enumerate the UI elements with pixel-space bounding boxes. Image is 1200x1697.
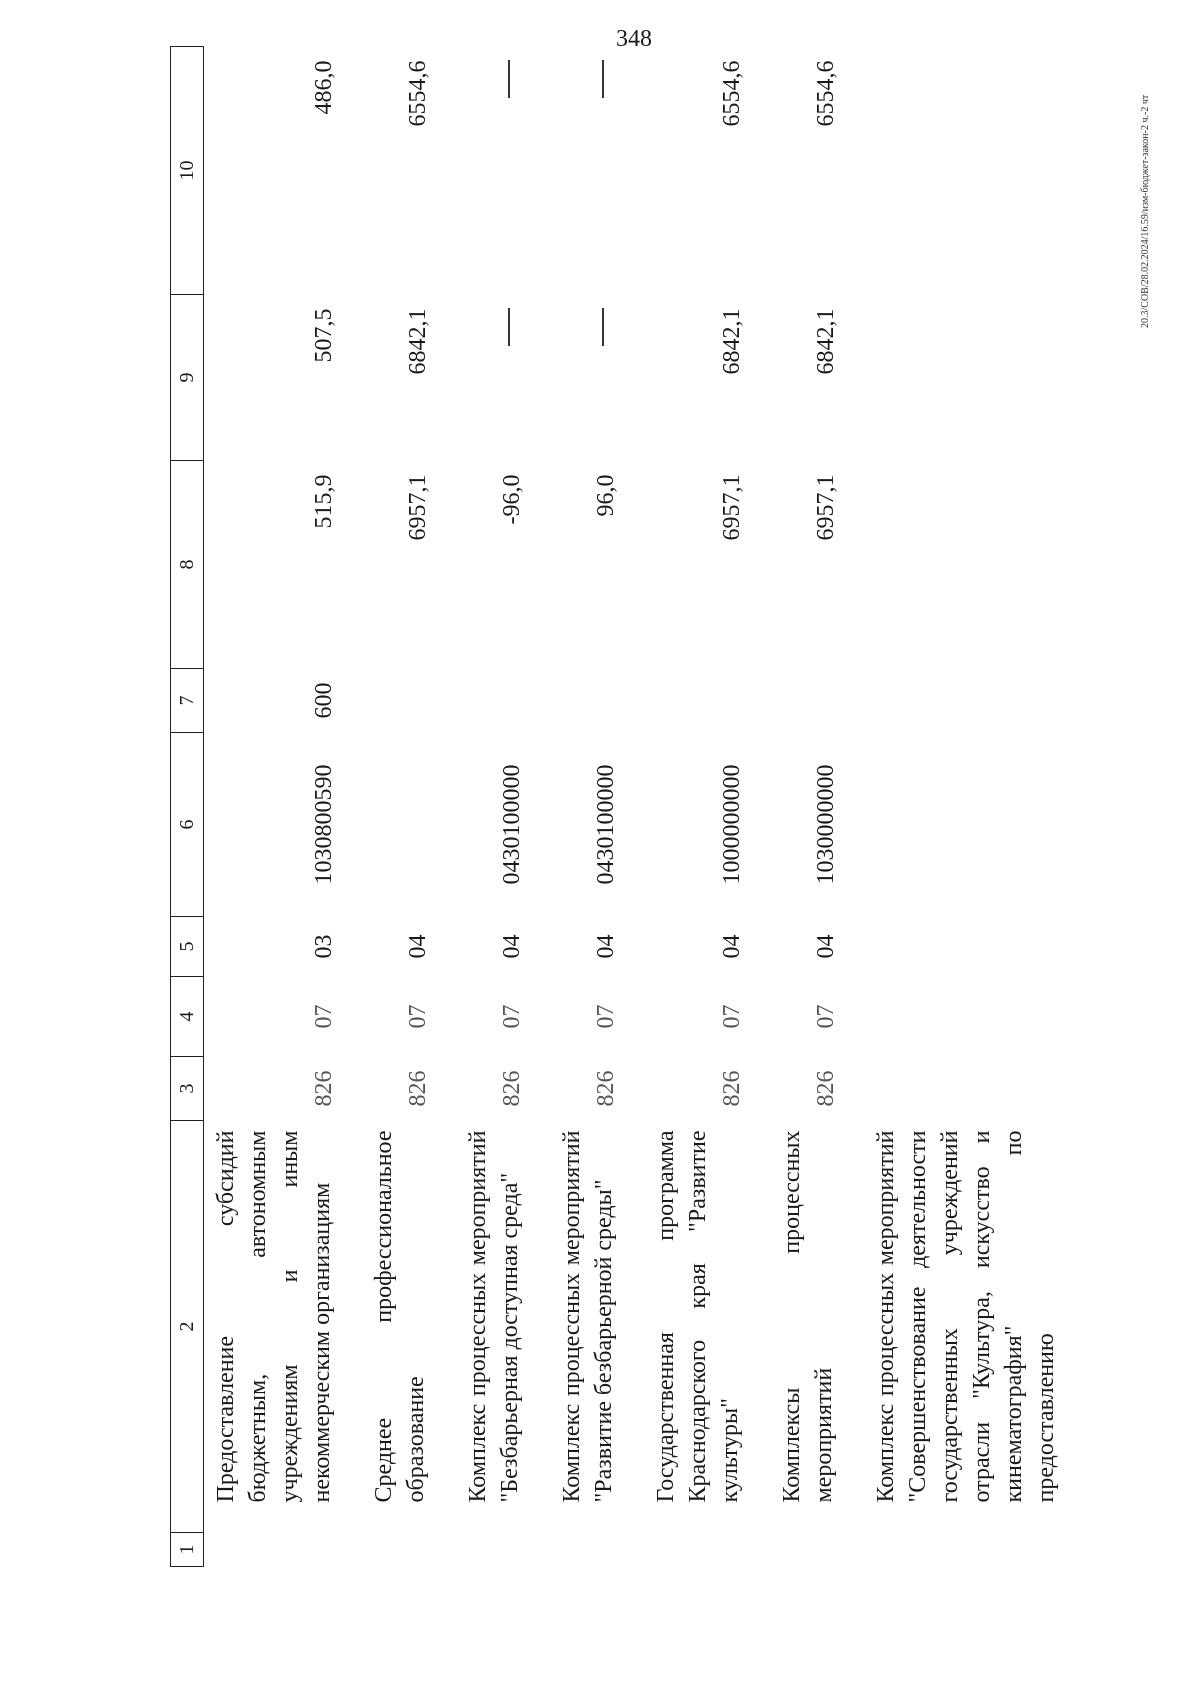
cell-expense-type	[770, 669, 864, 733]
cell-amount-col10: 6554,6	[813, 60, 839, 127]
header-cell: 10	[171, 47, 204, 295]
dash-mark	[602, 61, 604, 99]
header-cell: 2	[171, 1121, 204, 1533]
cell-amount-col8	[864, 461, 1086, 669]
dash-mark	[508, 61, 510, 99]
cell-ministry-code: 826	[499, 1070, 525, 1107]
cell-ministry-code: 826	[311, 1070, 337, 1107]
cell-expense-type	[362, 669, 456, 733]
row-name: Среднее профессиональное образование	[371, 1130, 429, 1503]
row-name: Государственная программа Краснодарского края "Развитие культуры"	[653, 1130, 743, 1503]
cell-target-code	[362, 733, 456, 917]
cell-target-code	[864, 733, 1086, 917]
cell-subsection-code: 03	[311, 934, 337, 959]
table-row	[456, 47, 550, 1567]
cell-section-code: 07	[311, 1004, 337, 1029]
dash-mark	[602, 309, 604, 347]
cell-ministry-code: 826	[719, 1070, 745, 1107]
cell-section-code: 07	[405, 1004, 431, 1029]
cell-amount-col9	[864, 295, 1086, 461]
cell-ministry-code: 826	[593, 1070, 619, 1107]
cell-ministry-code	[864, 1057, 1086, 1121]
cell-amount-col10: 6554,6	[405, 60, 431, 127]
cell-amount-col8: 96,0	[593, 474, 619, 517]
cell-subsection-code: 04	[405, 934, 431, 959]
cell-target-code: 1030000000	[813, 764, 839, 885]
header-cell: 4	[171, 977, 204, 1057]
cell-subsection-code: 04	[813, 934, 839, 959]
row-name: Комплексы процессных мероприятий	[779, 1130, 837, 1503]
cell-amount-col8: 6957,1	[405, 474, 431, 541]
cell-amount-col9: 6842,1	[813, 308, 839, 375]
rotated-table-content	[170, 60, 1059, 1567]
cell-amount-col8: 515,9	[311, 474, 337, 529]
cell-amount-col8: 6957,1	[813, 474, 839, 541]
cell-expense-type	[456, 669, 550, 733]
cell-expense-type	[550, 669, 644, 733]
row-name: Комплекс процессных мероприятий "Совершенствование деятельности государственных учреждений отрасли "Культура, искусство и кинематография" по предоставлению	[873, 1130, 1059, 1503]
cell-amount-col8: 6957,1	[719, 474, 745, 541]
dash-mark	[508, 309, 510, 347]
cell-amount-col10: 486,0	[311, 60, 337, 115]
header-cell: 9	[171, 295, 204, 461]
row-name: Предоставление субсидий бюджетным, автономным учреждениям и иным некоммерческим организациям	[213, 1130, 335, 1503]
table-row	[550, 47, 644, 1567]
cell-subsection-code: 04	[593, 934, 619, 959]
document-footer-code: 20.3/СОВ/28.02.2024/16.59/изм-бюджет-закон-2 ч.-2 чт	[1140, 95, 1151, 329]
table-row	[770, 47, 864, 1567]
header-cell: 8	[171, 461, 204, 669]
header-cell: 3	[171, 1057, 204, 1121]
cell-amount-col9: 6842,1	[719, 308, 745, 375]
page-number: 348	[616, 26, 652, 52]
cell-ministry-code: 826	[813, 1070, 839, 1107]
rotated-table-area	[170, 60, 1059, 1567]
cell-section-code: 07	[719, 1004, 745, 1029]
cell-amount-col10	[456, 47, 550, 295]
cell-section-code: 07	[499, 1004, 525, 1029]
cell-section-code: 07	[593, 1004, 619, 1029]
cell-amount-col9	[456, 295, 550, 461]
table-header-row	[171, 47, 204, 1567]
table-row	[864, 47, 1086, 1567]
table-row	[644, 47, 770, 1567]
cell-subsection-code: 04	[499, 934, 525, 959]
cell-expense-type	[644, 669, 770, 733]
header-cell: 1	[171, 1533, 204, 1567]
cell-amount-col10	[550, 47, 644, 295]
header-cell: 6	[171, 733, 204, 917]
cell-target-code: 0430100000	[499, 764, 525, 885]
cell-expense-type	[864, 669, 1086, 733]
header-cell: 7	[171, 669, 204, 733]
table-row	[204, 47, 363, 1567]
cell-amount-col9	[550, 295, 644, 461]
cell-subsection-code	[864, 917, 1086, 977]
cell-amount-col8: -96,0	[499, 474, 525, 525]
cell-amount-col10: 6554,6	[719, 60, 745, 127]
header-cell: 5	[171, 917, 204, 977]
cell-section-code	[864, 977, 1086, 1057]
cell-section-code: 07	[813, 1004, 839, 1029]
cell-target-code: 1030800590	[311, 764, 337, 885]
cell-target-code: 1000000000	[719, 764, 745, 885]
cell-amount-col9: 507,5	[311, 308, 337, 363]
cell-expense-type: 600	[311, 682, 337, 719]
table-row	[362, 47, 456, 1567]
row-name: Комплекс процессных мероприятий "Безбарьерная доступная среда"	[465, 1130, 523, 1503]
cell-target-code: 0430100000	[593, 764, 619, 885]
row-name: Комплекс процессных мероприятий "Развитие безбарьерной среды"	[559, 1130, 617, 1503]
cell-subsection-code: 04	[719, 934, 745, 959]
cell-ministry-code: 826	[405, 1070, 431, 1107]
budget-table	[170, 46, 1086, 1567]
cell-amount-col9: 6842,1	[405, 308, 431, 375]
cell-amount-col10	[864, 47, 1086, 295]
